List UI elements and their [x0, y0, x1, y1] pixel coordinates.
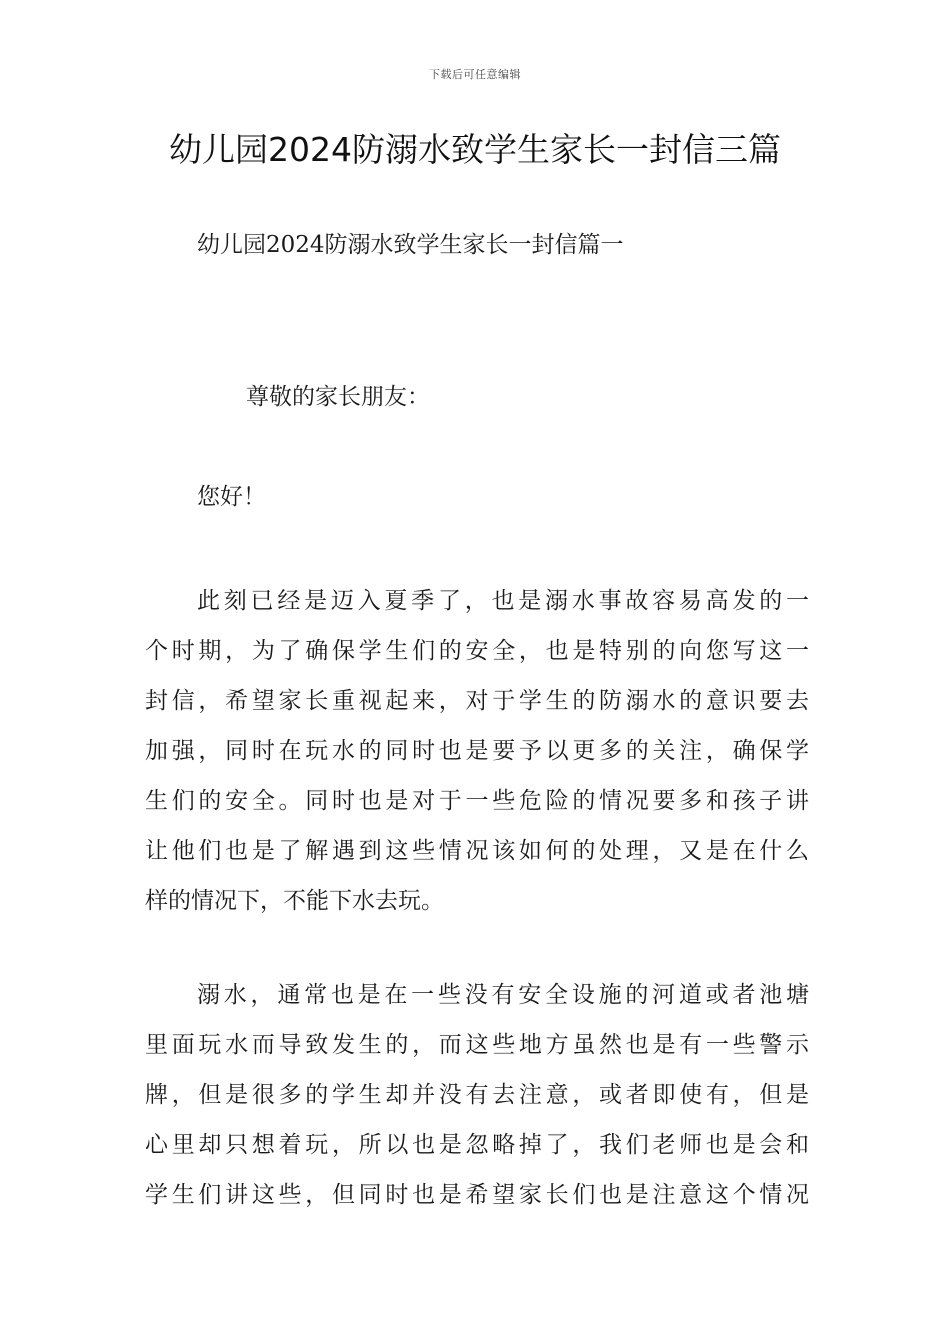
paragraph-line: 里面玩水而导致发生的，而这些地方虽然也是有一些警示	[145, 1032, 809, 1058]
header-note: 下载后可任意编辑	[429, 68, 521, 81]
paragraph-line: 学生们讲这些，但同时也是希望家长们也是注意这个情况	[145, 1182, 809, 1208]
paragraph-line: 封信，希望家长重视起来，对于学生的防溺水的意识要去	[145, 688, 809, 714]
paragraph-line: 个时期，为了确保学生们的安全，也是特别的向您写这一	[145, 638, 809, 664]
paragraph-line: 加强，同时在玩水的同时也是要予以更多的关注，确保学	[145, 738, 809, 764]
paragraph-line: 牌，但是很多的学生却并没有去注意，或者即使有，但是	[145, 1082, 809, 1108]
paragraph-line: 溺水，通常也是在一些没有安全设施的河道或者池塘	[197, 982, 809, 1008]
salutation: 尊敬的家长朋友：	[246, 384, 430, 410]
document-title: 幼儿园2024防溺水致学生家长一封信三篇	[169, 130, 781, 169]
paragraph-line: 此刻已经是迈入夏季了，也是溺水事故容易高发的一	[197, 588, 809, 614]
paragraph-line: 让他们也是了解遇到这些情况该如何的处理，又是在什么	[145, 838, 809, 864]
body-paragraph-1	[145, 576, 809, 926]
paragraph-line: 心里却只想着玩，所以也是忽略掉了，我们老师也是会和	[145, 1132, 809, 1158]
body-paragraph-2	[145, 970, 809, 1220]
paragraph-line: 生们的安全。同时也是对于一些危险的情况要多和孩子讲	[145, 788, 809, 814]
greeting: 您好！	[197, 484, 266, 510]
paragraph-line: 样的情况下，不能下水去玩。	[145, 888, 444, 914]
section-heading: 幼儿园2024防溺水致学生家长一封信篇一	[197, 232, 624, 258]
